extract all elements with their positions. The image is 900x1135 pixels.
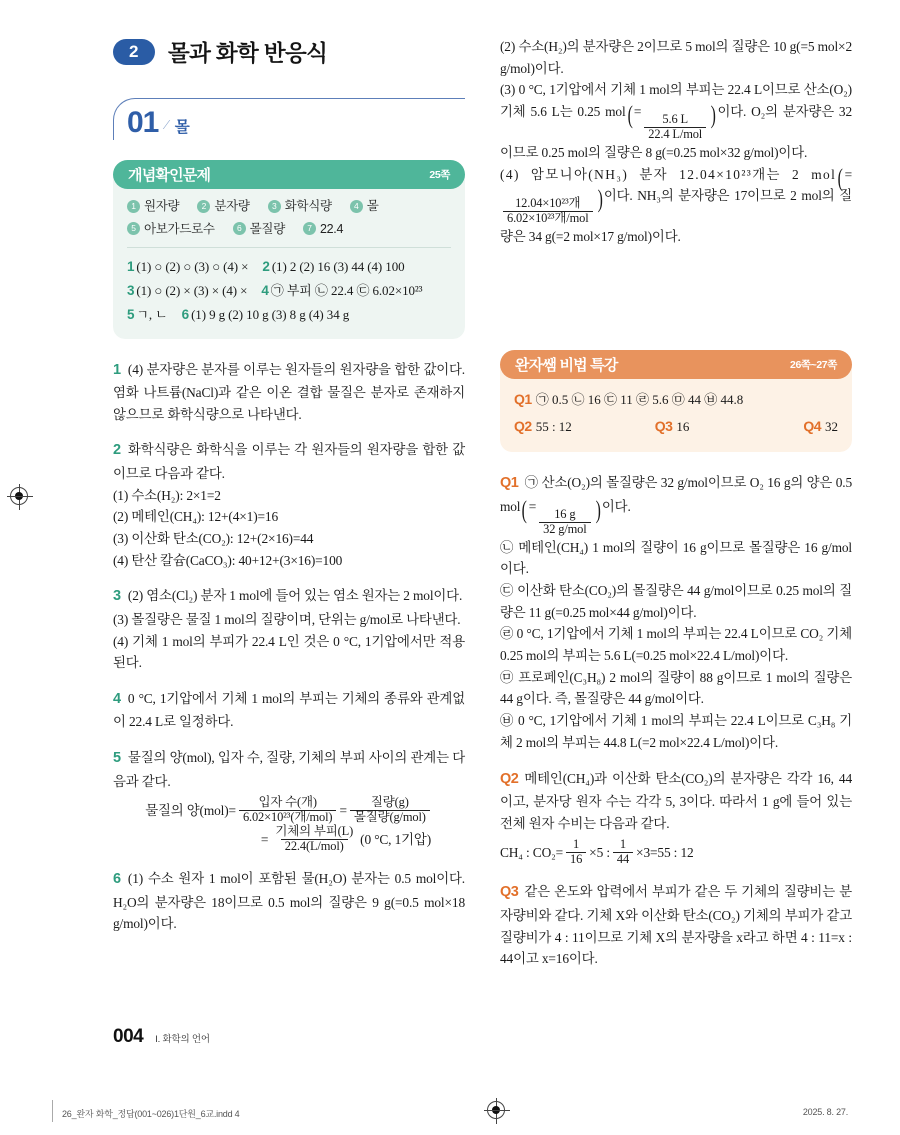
explanation-number: 5 <box>113 750 121 767</box>
fraction-denominator: 44 <box>613 852 633 867</box>
question-answer: 16 <box>676 419 690 435</box>
question-label: Q3 <box>654 418 673 435</box>
special-lecture-title: 완자쌤 비법 특강 <box>515 356 618 374</box>
keyword-item <box>233 219 285 240</box>
keyword-marker: 1 <box>127 200 140 213</box>
column-spacer <box>500 262 852 350</box>
keyword-list <box>127 196 451 239</box>
answer-number: 2 <box>262 259 270 275</box>
print-info-bar <box>0 1098 900 1134</box>
explanation-text: (4) 분자량은 분자를 이루는 원자들의 원자량을 합한 값이다. 염화 나트륨(NaCl)과 같은 이온 결합 물질은 분자로 존재하지 않으므로 화학식량으로 나타낸다. <box>113 361 465 422</box>
q1-text: ㉠ 산소(O₂)의 몰질량은 32 g/mol이므로 O₂ 16 g의 양은 0.5 mol <box>500 475 852 514</box>
q1-item: ㉡ 메테인(CH₄) 1 mol의 질량이 16 g이므로 몰질량은 16 g/mol이다. <box>500 539 852 577</box>
answer-list <box>127 255 451 326</box>
print-filename: 26_완자 화학_정답(001~026)1단원_6교.indd 4 <box>62 1109 240 1119</box>
explanation-3 <box>113 585 465 674</box>
special-lecture-header <box>500 350 852 379</box>
answer-number: 1 <box>127 259 135 275</box>
chapter-number-badge: 2 <box>113 39 155 65</box>
keyword-item <box>127 219 215 240</box>
keyword-label: 몰 <box>366 199 379 213</box>
explanation-4 <box>113 688 465 733</box>
question-answer: ㉠ 0.5 ㉡ 16 ㉢ 11 ㉣ 5.6 ㉤ 44 ㉥ 44.8 <box>535 391 744 407</box>
explanation-text: (2) 염소(Cl₂) 분자 1 mol에 들어 있는 염소 원자는 2 mol이다. <box>127 588 463 604</box>
keyword-label: 22.4 <box>319 221 344 236</box>
explanation-text: (4) 암모니아(NH₃) 분자 12.04×10²³개는 2 mol <box>500 166 837 182</box>
unit-title: I. 화학의 언어 <box>155 1034 210 1045</box>
section-number: 01 <box>127 106 159 139</box>
explanation-item: (4) 탄산 칼슘(CaCO₃): 40+12+(3×16)=100 <box>113 552 343 568</box>
mole-relation-formula <box>113 796 465 854</box>
formula-lhs: 물질의 양(mol)= <box>145 803 236 819</box>
keyword-marker: 7 <box>303 222 316 235</box>
q2-formula <box>500 838 852 867</box>
right-column <box>500 36 852 984</box>
print-tick-mark <box>52 1100 53 1122</box>
special-lecture-box <box>500 350 852 453</box>
explanation-number: 4 <box>113 690 121 707</box>
keyword-item <box>268 196 332 217</box>
fraction-numerator: 12.04×10²³개 <box>515 196 581 211</box>
explanation-item: (3) 이산화 탄소(CO₂): 12+(2×16)=44 <box>113 530 314 546</box>
formula-row-1 <box>113 796 465 825</box>
fraction-denominator: 몰질량(g/mol) <box>350 810 430 825</box>
explanation-item: (3) 몰질량은 물질 1 mol의 질량이며, 단위는 g/mol로 나타낸다. <box>113 611 461 627</box>
explanation-number: 6 <box>113 871 121 888</box>
q1-item: ㉣ 0 °C, 1기압에서 기체 1 mol의 부피는 22.4 L이므로 CO₂ 기체 0.25 mol의 부피는 5.6 L(=0.25 mol×22.4 L/mol)이다. <box>500 626 852 664</box>
explanation-item: (1) 수소(H₂): 2×1=2 <box>113 487 221 503</box>
question-answer: 32 <box>825 419 838 435</box>
keyword-marker: 4 <box>350 200 363 213</box>
keyword-item <box>303 219 343 240</box>
fraction-co2 <box>613 838 633 867</box>
explanation-text: 0 °C, 1기압에서 기체 1 mol의 부피는 기체의 종류와 관계없이 22.4 L로 일정하다. <box>113 690 465 730</box>
answer-text: (1) 9 g (2) 10 g (3) 8 g (4) 34 g <box>191 306 350 322</box>
keyword-marker: 5 <box>127 222 140 235</box>
fraction-numerator: 16 g <box>554 506 576 521</box>
q3-label: Q3 <box>500 884 519 901</box>
fraction-nh3-count <box>503 197 593 226</box>
answer-number: 3 <box>127 283 135 298</box>
answer-number: 6 <box>181 306 190 322</box>
keyword-marker: 3 <box>268 200 281 213</box>
keyword-marker: 6 <box>233 222 246 235</box>
fraction-numerator: 기체의 부피(L) <box>275 824 354 839</box>
keyword-marker: 2 <box>197 200 210 213</box>
explanation-number: 3 <box>113 588 121 605</box>
fraction-denominator: 22.4 L/mol <box>644 127 706 142</box>
special-lecture-pages: 26쪽~27쪽 <box>790 358 837 371</box>
explanation-item-with-fraction: (4) 암모니아(NH₃) 분자 12.04×10²³개는 2 mol( = $\frac{\text{12.04×10²³개}}{\text{6.02×10²³개/mol}}$ ) 이다. NH₃의 분자량은 17이므로 2 mol의 질량은 34 g(=2 mol×17 g/mol)이다. <box>500 162 852 245</box>
q2-explanation <box>500 768 852 868</box>
fraction-numerator: 질량(g) <box>370 795 409 810</box>
keyword-item <box>350 196 379 217</box>
concept-check-header <box>113 160 465 189</box>
formula-equals: = <box>339 803 347 819</box>
page-folio <box>113 1026 210 1048</box>
q3-explanation <box>500 881 852 970</box>
fraction-denominator: 32 g/mol <box>539 522 590 537</box>
fraction-numerator: 5.6 L <box>662 111 688 126</box>
keyword-label: 화학식량 <box>284 199 332 213</box>
answer-number: 4 <box>261 283 269 298</box>
fraction-o2-mass <box>539 508 590 537</box>
explanation-item: (2) 메테인(CH₄): 12+(4×1)=16 <box>113 509 279 525</box>
keyword-label: 아보가드로수 <box>144 221 215 236</box>
keyword-label: 원자량 <box>144 199 180 213</box>
keyword-label: 분자량 <box>214 199 250 213</box>
formula-row-2 <box>113 825 465 854</box>
q2-text: 메테인(CH₄)과 이산화 탄소(CO₂)의 분자량은 각각 16, 44이고, 분자당 원자 수는 각각 5, 3이다. 따라서 1 g에 들어 있는 전체 원자 수비는 다음과 같다. <box>500 770 852 831</box>
fraction-particles <box>239 796 337 825</box>
keyword-label: 몰질량 <box>249 221 285 236</box>
explanation-item: (2) 수소(H₂)의 분자량은 2이므로 5 mol의 질량은 10 g(=5 mol×2 g/mol)이다. <box>500 39 852 76</box>
explanation-number: 1 <box>113 361 121 378</box>
fraction-numerator: 1 <box>619 837 626 852</box>
fraction-denominator: 16 <box>566 852 586 867</box>
fraction-ch4 <box>566 838 586 867</box>
answer-text: ㉠ 부피 ㉡ 22.4 ㉢ 6.02×10²³ <box>270 283 423 298</box>
question-answer: 55 : 12 <box>535 419 572 435</box>
registration-mark-left <box>10 487 28 505</box>
chapter-heading <box>113 36 465 68</box>
formula-equals: = <box>260 832 269 847</box>
q3-text: 같은 온도와 압력에서 부피가 같은 두 기체의 질량비는 분자량비와 같다. 기체 X와 이산화 탄소(CO₂) 기체의 부피가 같고 질량비가 4 : 11이므로 기체 X의 분자량을 x라고 하면 4 : 11=x : 44이고 x=16이다. <box>500 884 852 967</box>
explanation-item: (4) 기체 1 mol의 부피가 22.4 L인 것은 0 °C, 1기압에서만 적용된다. <box>113 633 465 671</box>
explanation-text: 화학식량은 화학식을 이루는 각 원자들의 원자량을 합한 값이므로 다음과 같다. <box>113 442 465 481</box>
keyword-divider <box>127 247 451 248</box>
q2-formula-lhs: CH₄ : CO₂= <box>500 845 564 861</box>
special-answer-row <box>514 413 838 440</box>
answer-text: ㄱ, ㄴ <box>136 306 168 322</box>
q2-formula-mid: ×5 : <box>589 845 610 861</box>
question-label: Q1 <box>514 390 532 407</box>
fraction-o2-volume <box>644 113 706 142</box>
explanation-number: 2 <box>113 442 121 459</box>
q2-label: Q2 <box>500 770 519 787</box>
special-answer-row <box>514 386 838 413</box>
q1-explanation: Q1 ㉠ 산소(O₂)의 몰질량은 32 g/mol이므로 O₂ 16 g의 양은 0.5 mol( = $\frac{16 g}{\text{32 g/mol}}$ ) 이다. ㉡ 메테인(CH₄) 1 mol의 질량이 16 g이므로 몰질량은 16 g/mol이다. ㉢ 이산화 탄소(CO₂)의 몰질량은 44 g/mol이므로 0.25 mol의 질량은 11 g(=0.25 mol×44 g/mol)이다. ㉣ 0 °C, 1기압에서 기체 1 mol의 부피는 22.4 L이므로 CO₂ 기체 0.25 mol의 부피는 5.6 L(=0.25 mol×22.4 L/mol)이다. ㉤ 프로페인(C₃H₈) 2 mol의 질량이 88 g이므로 1 mol의 질량은 44 g이다. 즉, 몰질량은 44 g/mol이다. ㉥ 0 °C, 1기압에서 기체 1 mol의 부피는 22.4 L이므로 C₃H₈ 기체 2 mol의 부피는 44.8 L(=2 mol×22.4 L/mol)이다. <box>500 472 852 753</box>
fraction-denominator: 6.02×10²³(개/mol) <box>239 810 337 825</box>
explanation-1 <box>113 359 465 426</box>
fraction-mass <box>350 796 430 825</box>
explanation-text: 이다. O₂의 분자량은 32이므로 0.25 mol의 질량은 8 g(=0.25 mol×32 g/mol)이다. <box>500 104 852 160</box>
answer-text: (1) 2 (2) 16 (3) 44 (4) 100 <box>271 259 405 275</box>
concept-check-pages: 25쪽 <box>429 169 450 181</box>
q1-item: ㉥ 0 °C, 1기압에서 기체 1 mol의 부피는 22.4 L이므로 C₃H₈ 기체 2 mol의 부피는 44.8 L(=2 mol×22.4 L/mol)이다. <box>500 713 852 750</box>
formula-condition: (0 °C, 1기압) <box>360 832 431 847</box>
fraction-denominator: 22.4(L/mol) <box>281 839 348 854</box>
q2-formula-result: ×3=55 : 12 <box>636 845 694 861</box>
concept-check-body <box>113 174 465 339</box>
explanation-6 <box>113 868 465 935</box>
left-column <box>113 36 465 949</box>
section-slash: ⁄ <box>165 118 168 133</box>
answer-row <box>127 255 451 279</box>
explanation-2 <box>113 439 465 571</box>
answer-text: (1) ○ (2) ○ (3) ○ (4) × <box>136 259 249 275</box>
q1-text: 이다. <box>601 498 631 514</box>
answer-number: 5 <box>127 306 135 322</box>
print-date: 2025. 8. 27. <box>802 1107 848 1117</box>
fraction-volume <box>271 825 357 854</box>
answer-row <box>127 279 451 303</box>
section-heading <box>113 94 465 150</box>
chapter-title: 몰과 화학 반응식 <box>168 41 328 66</box>
concept-check-title: 개념확인문제 <box>128 167 211 184</box>
answer-text: (1) ○ (2) × (3) × (4) × <box>136 283 248 298</box>
explanation-text: 이다. NH₃의 분자량은 17이므로 2 mol의 질량은 34 g(=2 mol×17 g/mol)이다. <box>500 188 852 245</box>
explanation-6-continued <box>500 36 852 248</box>
fraction-denominator: 6.02×10²³개/mol <box>503 211 593 226</box>
q1-item: ㉤ 프로페인(C₃H₈) 2 mol의 질량이 88 g이므로 1 mol의 질량은 44 g이다. 즉, 몰질량은 44 g/mol이다. <box>500 669 852 707</box>
fraction-numerator: 1 <box>573 837 580 852</box>
page-number: 004 <box>113 1026 144 1047</box>
fraction-numerator: 입자 수(개) <box>258 795 317 810</box>
explanation-text: (3) 0 °C, 1기압에서 기체 1 mol의 부피는 22.4 L이므로 산소(O₂) 기체 5.6 L는 0.25 mol <box>500 82 852 120</box>
answer-row <box>127 303 451 327</box>
keyword-item <box>127 196 179 217</box>
explanation-text: (1) 수소 원자 1 mol이 포함된 물(H₂O) 분자는 0.5 mol이다. H₂O의 분자량은 18이므로 0.5 mol의 질량은 9 g(=0.5 mol×18 g/mol)이다. <box>113 871 465 932</box>
keyword-item <box>197 196 249 217</box>
explanation-5 <box>113 747 465 854</box>
question-label: Q4 <box>803 418 821 435</box>
concept-check-box <box>113 160 465 339</box>
q1-item: ㉢ 이산화 탄소(CO₂)의 몰질량은 44 g/mol이므로 0.25 mol의 질량은 11 g(=0.25 mol×44 g/mol)이다. <box>500 582 852 620</box>
q1-label: Q1 <box>500 475 519 492</box>
explanation-item-with-fraction: (3) 0 °C, 1기압에서 기체 1 mol의 부피는 22.4 L이므로 산소(O₂) 기체 5.6 L는 0.25 mol( = $\frac{5.6 L}{\text{22.4 L/mol}}$ ) 이다. O₂의 분자량은 32이므로 0.25 mol의 질량은 8 g(=0.25 mol×32 g/mol)이다. <box>500 82 852 160</box>
explanation-text: 물질의 양(mol), 입자 수, 질량, 기체의 부피 사이의 관계는 다음과 같다. <box>113 750 465 789</box>
question-label: Q2 <box>514 418 532 435</box>
section-title: 몰 <box>174 119 190 136</box>
